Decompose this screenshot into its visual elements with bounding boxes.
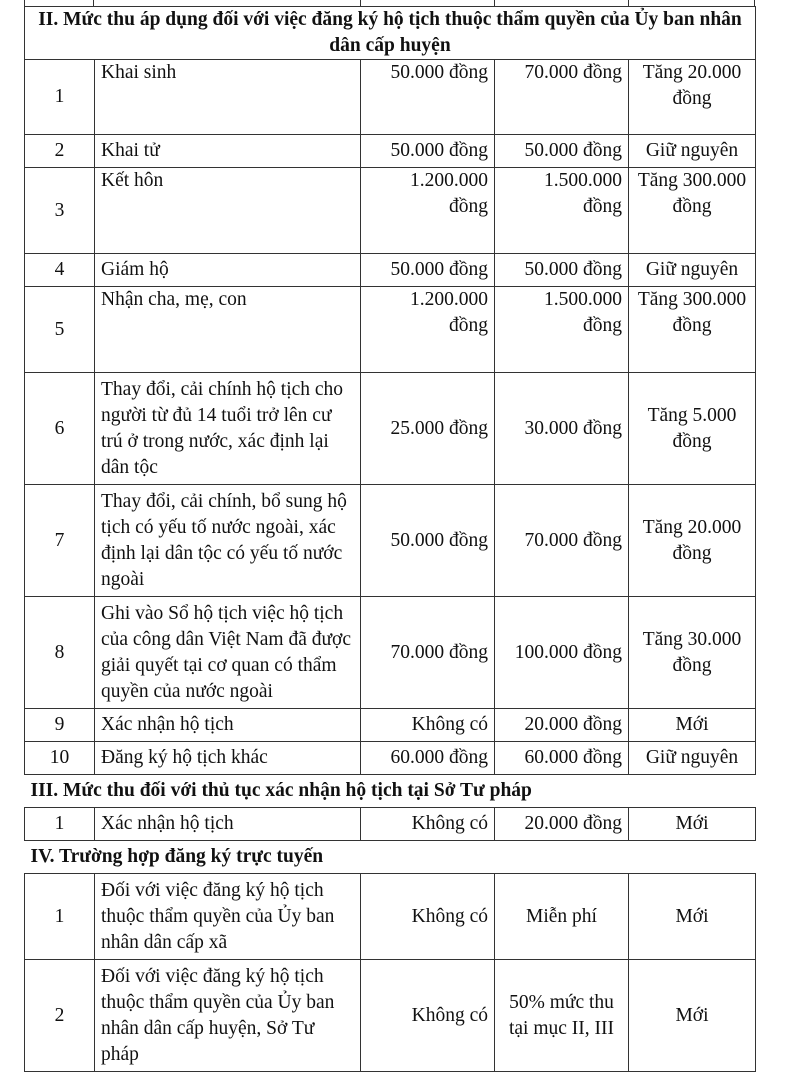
row-number: 9 — [25, 709, 95, 742]
old-fee: 1.200.000 đồng — [361, 287, 495, 373]
row-number: 2 — [25, 135, 95, 168]
change-note: Giữ nguyên — [629, 135, 756, 168]
row-number: 5 — [25, 287, 95, 373]
change-note: Tăng 5.000 đồng — [629, 373, 756, 485]
table-row — [25, 874, 756, 960]
row-name: Đăng ký hộ tịch khác — [95, 742, 361, 775]
new-fee: 20.000 đồng — [495, 709, 629, 742]
row-name: Khai sinh — [95, 60, 361, 135]
change-note: Mới — [629, 874, 756, 960]
row-number: 7 — [25, 485, 95, 597]
old-fee: 60.000 đồng — [361, 742, 495, 775]
row-name: Xác nhận hộ tịch — [95, 808, 361, 841]
new-fee: Miễn phí — [495, 874, 629, 960]
row-name: Thay đổi, cải chính hộ tịch cho người từ đủ 14 tuổi trở lên cư trú ở trong nước, xác định lại dân tộc — [95, 373, 361, 485]
new-fee: 70.000 đồng — [495, 485, 629, 597]
section-header — [25, 775, 756, 808]
table-row — [25, 597, 756, 709]
row-number: 1 — [25, 808, 95, 841]
row-name: Đối với việc đăng ký hộ tịch thuộc thẩm quyền của Ủy ban nhân dân cấp xã — [95, 874, 361, 960]
table-row — [25, 742, 756, 775]
old-fee: 70.000 đồng — [361, 597, 495, 709]
row-name: Ghi vào Sổ hộ tịch việc hộ tịch của công dân Việt Nam đã được giải quyết tại cơ quan có thẩm quyền của nước ngoài — [95, 597, 361, 709]
new-fee: 50.000 đồng — [495, 135, 629, 168]
row-name: Thay đổi, cải chính, bổ sung hộ tịch có yếu tố nước ngoài, xác định lại dân tộc có yếu tố nước ngoài — [95, 485, 361, 597]
change-note: Tăng 30.000 đồng — [629, 597, 756, 709]
fee-table — [24, 6, 756, 1072]
change-note: Giữ nguyên — [629, 254, 756, 287]
old-fee: Không có — [361, 808, 495, 841]
change-note: Tăng 300.000 đồng — [629, 287, 756, 373]
table-row — [25, 485, 756, 597]
old-fee: 50.000 đồng — [361, 60, 495, 135]
new-fee: 50% mức thu tại mục II, III — [495, 960, 629, 1072]
old-fee: Không có — [361, 874, 495, 960]
change-note: Tăng 20.000 đồng — [629, 485, 756, 597]
section-title: IV. Trường hợp đăng ký trực tuyến — [25, 841, 756, 874]
row-name: Giám hộ — [95, 254, 361, 287]
change-note: Tăng 300.000 đồng — [629, 168, 756, 254]
change-note: Mới — [629, 709, 756, 742]
section-title: III. Mức thu đối với thủ tục xác nhận hộ tịch tại Sở Tư pháp — [25, 775, 756, 808]
new-fee: 20.000 đồng — [495, 808, 629, 841]
row-number: 4 — [25, 254, 95, 287]
row-number: 3 — [25, 168, 95, 254]
row-number: 1 — [25, 874, 95, 960]
old-fee: Không có — [361, 709, 495, 742]
new-fee: 50.000 đồng — [495, 254, 629, 287]
table-row — [25, 168, 756, 254]
row-number: 2 — [25, 960, 95, 1072]
row-number: 6 — [25, 373, 95, 485]
new-fee: 1.500.000 đồng — [495, 287, 629, 373]
new-fee: 1.500.000 đồng — [495, 168, 629, 254]
new-fee: 70.000 đồng — [495, 60, 629, 135]
old-fee: 1.200.000 đồng — [361, 168, 495, 254]
table-row — [25, 254, 756, 287]
table-row — [25, 709, 756, 742]
change-note: Mới — [629, 960, 756, 1072]
table-row — [25, 135, 756, 168]
section-header — [25, 841, 756, 874]
new-fee: 60.000 đồng — [495, 742, 629, 775]
change-note: Tăng 20.000 đồng — [629, 60, 756, 135]
old-fee: 50.000 đồng — [361, 485, 495, 597]
row-number: 1 — [25, 60, 95, 135]
new-fee: 30.000 đồng — [495, 373, 629, 485]
table-row — [25, 60, 756, 135]
row-name: Nhận cha, mẹ, con — [95, 287, 361, 373]
table-row — [25, 287, 756, 373]
row-name: Xác nhận hộ tịch — [95, 709, 361, 742]
table-row — [25, 373, 756, 485]
row-name: Khai tử — [95, 135, 361, 168]
fee-document — [24, 0, 755, 1067]
section-header — [25, 7, 756, 60]
table-row — [25, 808, 756, 841]
old-fee: Không có — [361, 960, 495, 1072]
row-number: 8 — [25, 597, 95, 709]
row-number: 10 — [25, 742, 95, 775]
section-title: II. Mức thu áp dụng đối với việc đăng ký hộ tịch thuộc thẩm quyền của Ủy ban nhân dân cấp huyện — [25, 7, 756, 60]
row-name: Đối với việc đăng ký hộ tịch thuộc thẩm quyền của Ủy ban nhân dân cấp huyện, Sở Tư pháp — [95, 960, 361, 1072]
old-fee: 50.000 đồng — [361, 135, 495, 168]
new-fee: 100.000 đồng — [495, 597, 629, 709]
table-row — [25, 960, 756, 1072]
old-fee: 25.000 đồng — [361, 373, 495, 485]
row-name: Kết hôn — [95, 168, 361, 254]
change-note: Mới — [629, 808, 756, 841]
change-note: Giữ nguyên — [629, 742, 756, 775]
old-fee: 50.000 đồng — [361, 254, 495, 287]
